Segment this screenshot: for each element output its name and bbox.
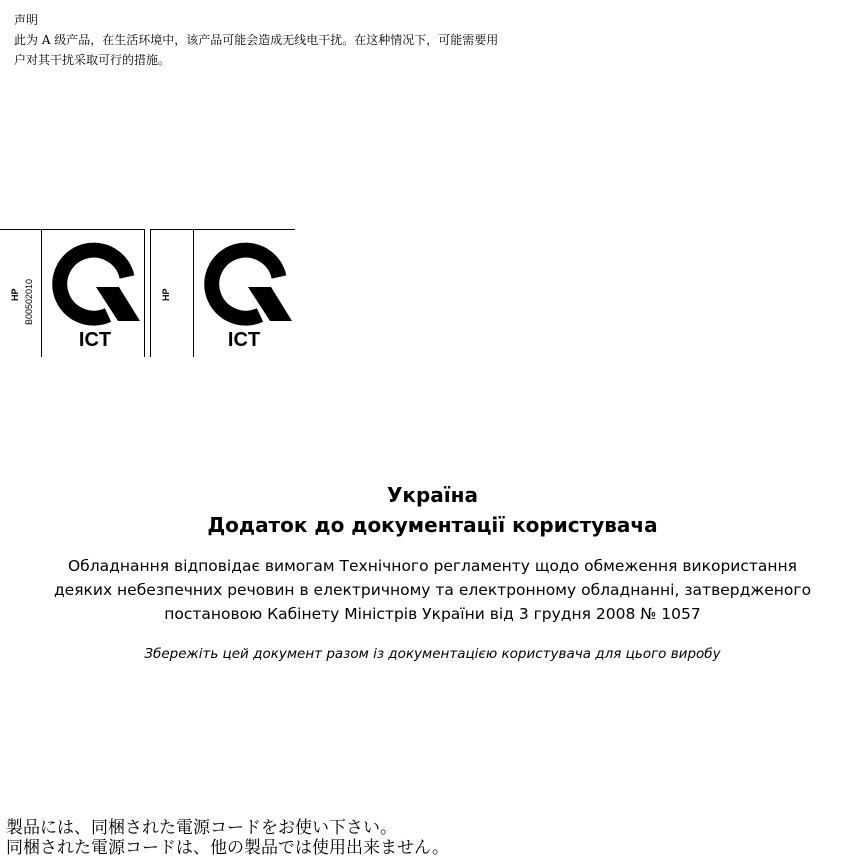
japanese-statement bbox=[6, 818, 449, 858]
chinese-statement bbox=[14, 10, 498, 70]
label-1-code: B00502010 bbox=[24, 278, 34, 325]
label-1-ict-text: ICT bbox=[78, 329, 112, 351]
japanese-line-2: 同梱された電源コードは、他の製品では使用出来ません。 bbox=[6, 838, 450, 858]
ukraine-title: Україна bbox=[387, 483, 478, 507]
label-1-brand: HP bbox=[10, 288, 20, 301]
label-2-ict-logo-icon bbox=[200, 239, 292, 331]
label-2-ict-text: ICT bbox=[227, 329, 261, 351]
label-2-top-border bbox=[150, 229, 295, 230]
chinese-line-1: 此为 A 级产品，在生活环境中，该产品可能会造成无线电干扰。在这种情况下，可能需要用 bbox=[14, 33, 499, 47]
label-1-divider bbox=[41, 229, 42, 357]
japanese-line-1: 製品には、同梱された電源コードをお使い下さい。 bbox=[6, 818, 397, 838]
chinese-line-2: 户对其干扰采取可行的措施。 bbox=[14, 53, 171, 67]
label-1-right-border bbox=[144, 229, 145, 357]
ukraine-subtitle: Додаток до документації користувача bbox=[207, 513, 658, 537]
ukraine-note: Збережіть цей документ разом із документацією користувача для цього виробу bbox=[144, 646, 721, 662]
label-1-ict-logo-icon bbox=[48, 239, 140, 331]
label-2-divider bbox=[193, 229, 194, 357]
label-2-brand: HP bbox=[161, 288, 171, 301]
ukraine-body-line-1: Обладнання відповідає вимогам Технічного регламенту щодо обмеження використання bbox=[67, 557, 797, 575]
ukraine-body-line-2: деяких небезпечних речовин в електричному та електронному обладнанні, затвердженого bbox=[53, 581, 812, 599]
ukraine-section bbox=[0, 480, 865, 664]
label-2-left-border bbox=[150, 229, 151, 357]
chinese-title: 声明 bbox=[14, 13, 39, 27]
ict-labels bbox=[0, 229, 295, 357]
ukraine-body-line-3: постановою Кабінету Міністрів України від 3 грудня 2008 № 1057 bbox=[164, 605, 701, 623]
label-1-top-border bbox=[0, 229, 145, 230]
ukraine-body bbox=[0, 554, 865, 626]
